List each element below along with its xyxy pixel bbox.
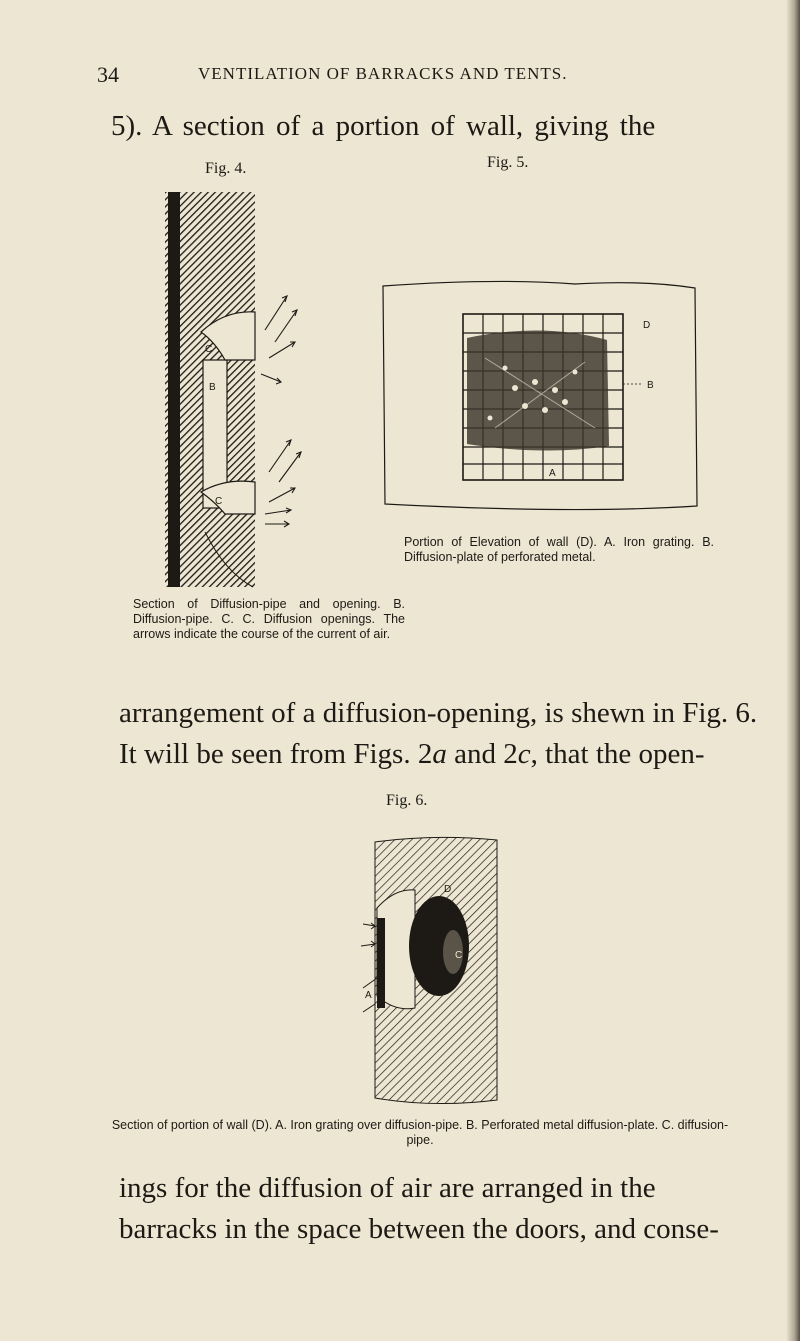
body-text-line-top: 5). A section of a portion of wall, giving the	[111, 110, 656, 142]
fig6-letter-c: C	[455, 950, 463, 961]
fig6-diagram	[355, 828, 505, 1108]
fig5-letter-b: B	[647, 380, 654, 391]
body-text-line-4: barracks in the space between the doors, and conse-	[119, 1213, 719, 1245]
fig6-letter-d: D	[444, 884, 452, 895]
fig4-letter-b: B	[209, 382, 216, 393]
fig6-label: Fig. 6.	[386, 792, 428, 809]
fig6-iron-grating	[377, 918, 385, 1008]
body-text-line-2: It will be seen from Figs. 2a and 2c, that the open-	[119, 738, 705, 770]
fig4-letter-c-lower: C	[215, 496, 223, 507]
running-title: VENTILATION OF BARRACKS AND TENTS.	[198, 64, 568, 83]
fig4-letter-c-upper: C	[205, 344, 213, 355]
fig5-diagram	[375, 278, 715, 523]
fig5-diffusion-plate	[467, 330, 609, 450]
page-edge-shadow	[786, 0, 800, 1341]
fig4-air-arrows	[261, 296, 301, 527]
page-number: 34	[97, 62, 119, 87]
fig4-caption: Section of Diffusion-pipe and opening. B. Diffusion-pipe. C. C. Diffusion openings. The arrows indicate the course of the current of air.	[133, 597, 405, 641]
body-text-line-1: arrangement of a diffusion-opening, is shewn in Fig. 6.	[119, 697, 758, 729]
fig4-diagram	[165, 192, 345, 592]
fig5-label: Fig. 5.	[487, 154, 529, 171]
fig5-letter-d: D	[643, 320, 651, 331]
fig5-letter-a: A	[549, 468, 556, 479]
fig4-label: Fig. 4.	[205, 160, 247, 177]
fig6-letter-a: A	[365, 990, 372, 1001]
fig5-caption: Portion of Elevation of wall (D). A. Iron grating. B. Diffusion-plate of perforated metal.	[404, 535, 714, 564]
body-text-line-3: ings for the diffusion of air are arranged in the	[119, 1172, 656, 1204]
fig6-caption: Section of portion of wall (D). A. Iron grating over diffusion-pipe. B. Perforated metal diffusion-plate. C. diffusion-pipe.	[111, 1118, 729, 1147]
